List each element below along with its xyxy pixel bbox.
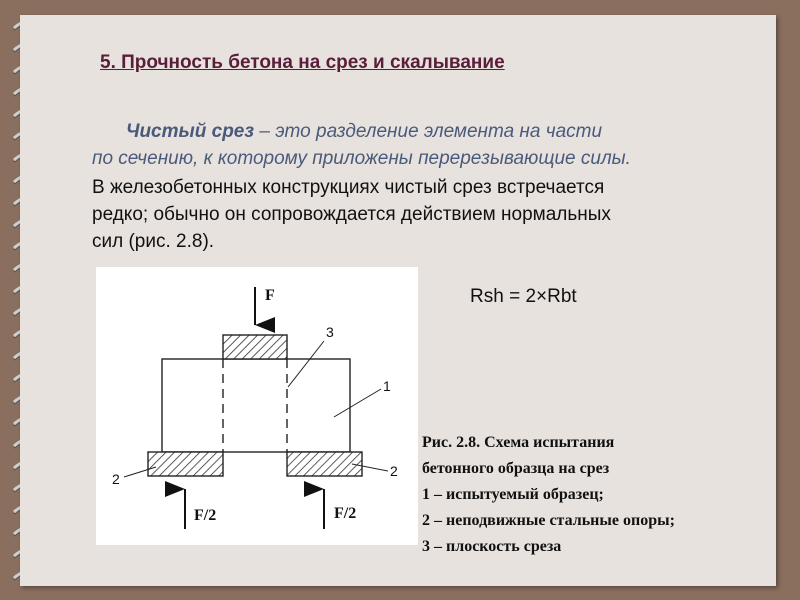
leader-3 [288,341,324,387]
shear-test-diagram [96,267,418,545]
caption-line-4: 2 – неподвижные стальные опоры; [422,512,675,529]
figure-caption [422,430,782,560]
definition-rest: – это разделение элемента на части [254,121,603,142]
definition-paragraph [92,118,772,172]
label-force-left: F/2 [194,507,217,524]
caption-line-5: 3 – плоскость среза [422,538,562,555]
support-left [148,452,223,476]
formula: Rsh = 2×Rbt [470,286,577,307]
top-plate [223,335,287,359]
definition-term: Чистый срез [126,121,255,142]
label-3: 3 [326,324,334,340]
body-line-1: В железобетонных конструкциях чистый срез встречается [92,177,605,198]
body-paragraph [92,174,772,255]
body-line-2: редко; обычно он сопровождается действием нормальных [92,204,611,225]
label-2-right: 2 [390,463,398,479]
definition-line-1 [92,118,772,145]
leader-1 [334,389,381,417]
definition-line-2: по сечению, к которому приложены перерезывающие силы. [92,148,631,169]
label-force-right: F/2 [334,505,357,522]
support-right [287,452,362,476]
body-line-3: сил (рис. 2.8). [92,231,215,252]
caption-line-2: бетонного образца на срез [422,460,610,477]
slide-title: 5. Прочность бетона на срез и скалывание [100,52,505,73]
label-1: 1 [383,378,391,394]
diagram-svg [96,267,418,545]
label-2-left: 2 [112,471,120,487]
label-force-top: F [265,287,275,304]
caption-line-1: Рис. 2.8. Схема испытания [422,434,615,451]
caption-line-3: 1 – испытуемый образец; [422,486,604,503]
specimen-body [162,359,350,452]
